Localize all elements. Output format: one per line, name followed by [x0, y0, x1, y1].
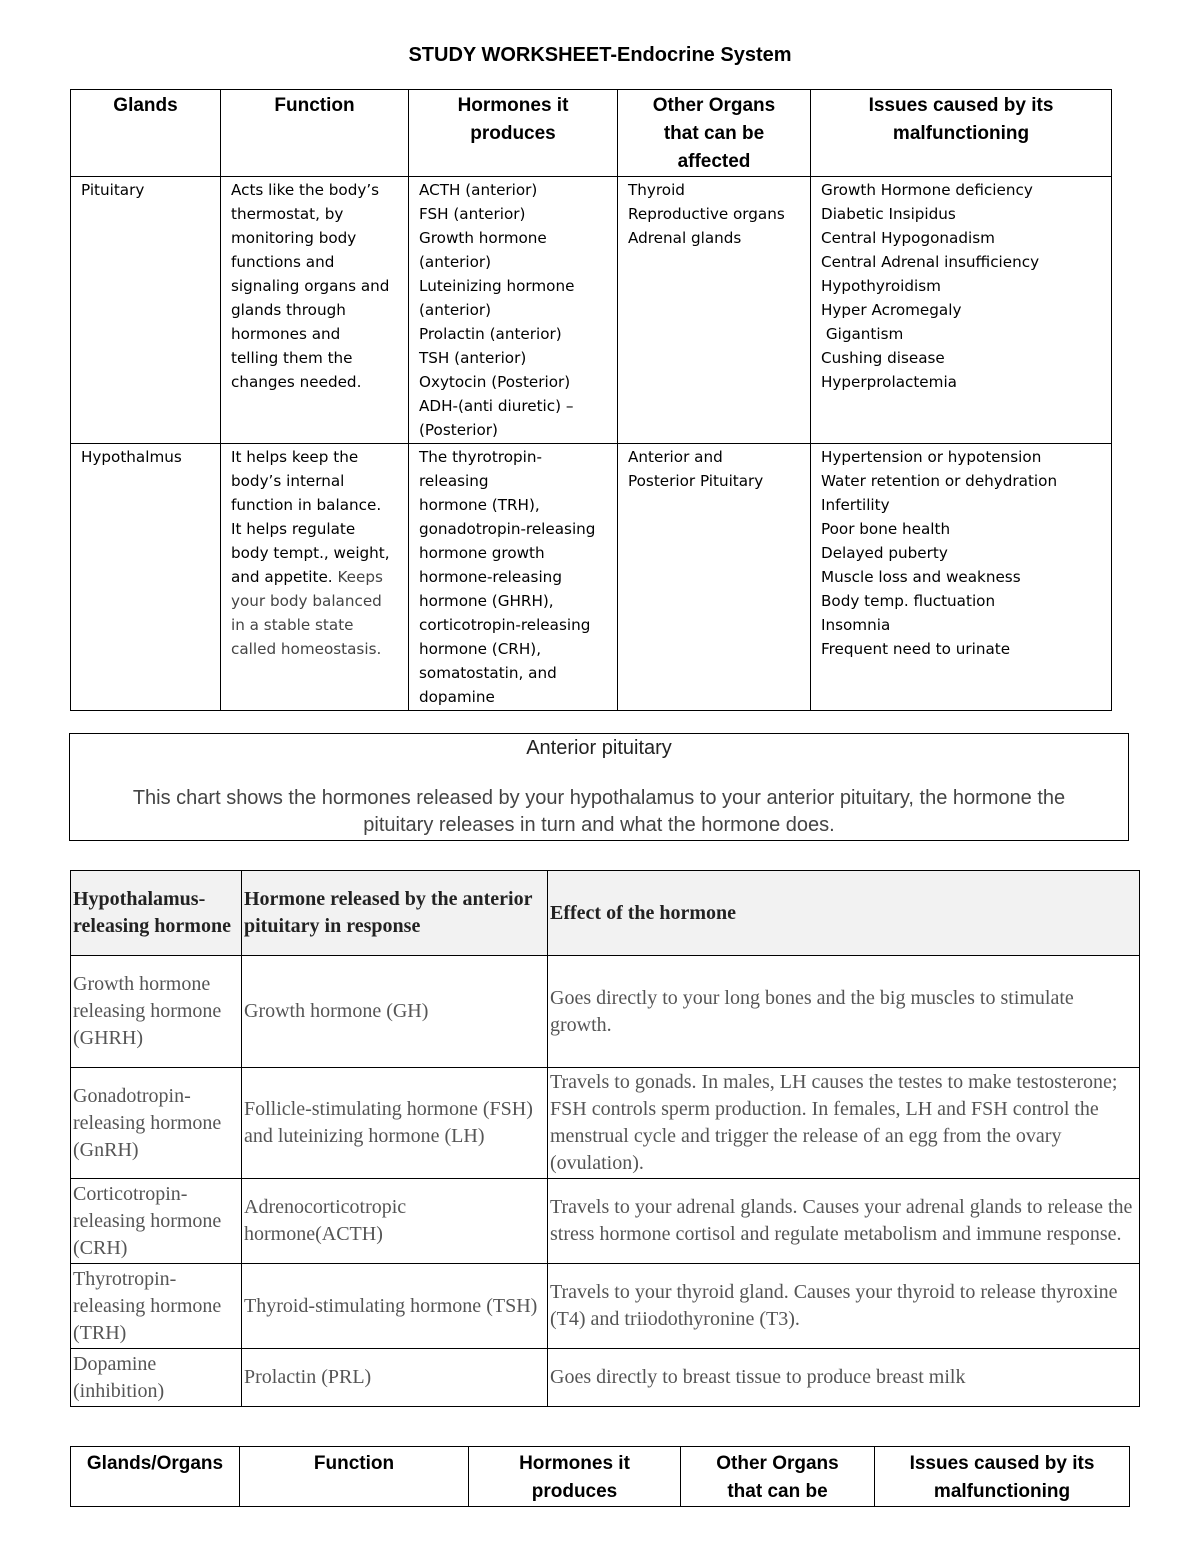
glands-table [70, 89, 1112, 711]
hypothalamus-hormone-cell: Thyrotropin-releasing hormone (TRH) [71, 1264, 242, 1349]
gland-organs-cell: Thyroid Reproductive organs Adrenal glands [618, 177, 811, 444]
header-glands: Glands [71, 90, 221, 177]
gland-function-cell: It helps keep the body’s internal function in balance. It helps regulate body tempt., weight, and appetite. Keeps your body balanced in a stable state called homeostasis. [221, 444, 409, 711]
header-pituitary-hormone: Hormone released by the anterior pituitary in response [242, 871, 548, 956]
table-row [71, 1264, 1140, 1349]
header-hormones: Hormones it produces [469, 1447, 681, 1507]
effect-cell: Goes directly to your long bones and the big muscles to stimulate growth. [548, 956, 1140, 1068]
header-other-organs: Other Organs that can be affected [618, 90, 811, 177]
table-row [71, 956, 1140, 1068]
header-issues: Issues caused by its malfunctioning [811, 90, 1112, 177]
header-hypothalamus-hormone: Hypothalamus-releasing hormone [71, 871, 242, 956]
table-row [71, 1179, 1140, 1264]
pituitary-hormone-cell: Prolactin (PRL) [242, 1349, 548, 1407]
gland-function-cell: Acts like the body’s thermostat, by monitoring body functions and signaling organs and glands through hormones and telling them the changes needed. [221, 177, 409, 444]
header-glands-organs: Glands/Organs [71, 1447, 240, 1507]
glands-table-header-row [71, 90, 1112, 177]
gland-organs-cell: Anterior and Posterior Pituitary [618, 444, 811, 711]
gland-hormones-cell: The thyrotropin- releasing hormone (TRH), gonadotropin-releasing hormone growth hormone-releasing hormone (GHRH), corticotropin-releasing hormone (CRH), somatostatin, and dopamine [409, 444, 618, 711]
effect-cell: Travels to gonads. In males, LH causes the testes to make testosterone; FSH controls sperm production. In females, LH and FSH control the menstrual cycle and trigger the release of an egg from the ovary (ovulation). [548, 1068, 1140, 1179]
hormone-chart-header-row [71, 871, 1140, 956]
header-function: Function [240, 1447, 469, 1507]
hormone-chart-table [70, 870, 1140, 1407]
page-title: STUDY WORKSHEET-Endocrine System [408, 44, 792, 66]
header-other-organs: Other Organs that can be [681, 1447, 875, 1507]
gland-issues-cell: Growth Hormone deficiency Diabetic Insipidus Central Hypogonadism Central Adrenal insufficiency Hypothyroidism Hyper Acromegaly Gigantism Cushing disease Hyperprolactemia [811, 177, 1112, 444]
table-row [71, 177, 1112, 444]
gland-name-cell: Pituitary [71, 177, 221, 444]
hypothalamus-hormone-cell: Corticotropin-releasing hormone (CRH) [71, 1179, 242, 1264]
pituitary-hormone-cell: Adrenocorticotropic hormone(ACTH) [242, 1179, 548, 1264]
gland-hormones-cell: ACTH (anterior) FSH (anterior) Growth hormone (anterior) Luteinizing hormone (anterior) Prolactin (anterior) TSH (anterior) Oxytocin (Posterior) ADH-(anti diuretic) – (Posterior) [409, 177, 618, 444]
anterior-pituitary-heading: Anterior pituitary [526, 737, 672, 759]
pituitary-hormone-cell: Thyroid-stimulating hormone (TSH) [242, 1264, 548, 1349]
hypothalamus-hormone-cell: Gonadotropin-releasing hormone (GnRH) [71, 1068, 242, 1179]
header-hormones: Hormones it produces [409, 90, 618, 177]
table-row [71, 444, 1112, 711]
header-issues: Issues caused by its malfunctioning [875, 1447, 1130, 1507]
gland-issues-cell: Hypertension or hypotension Water retention or dehydration Infertility Poor bone health Delayed puberty Muscle loss and weakness Body temp. fluctuation Insomnia Frequent need to urinate [811, 444, 1112, 711]
organs-table-header-row [71, 1447, 1130, 1507]
header-function: Function [221, 90, 409, 177]
effect-cell: Travels to your thyroid gland. Causes your thyroid to release thyroxine (T4) and triiodothyronine (T3). [548, 1264, 1140, 1349]
header-effect: Effect of the hormone [548, 871, 1140, 956]
table-row [71, 1349, 1140, 1407]
table-row [71, 1068, 1140, 1179]
pituitary-hormone-cell: Follicle-stimulating hormone (FSH) and luteinizing hormone (LH) [242, 1068, 548, 1179]
effect-cell: Goes directly to breast tissue to produce breast milk [548, 1349, 1140, 1407]
anterior-pituitary-box [69, 733, 1129, 841]
organs-table [70, 1446, 1130, 1507]
pituitary-hormone-cell: Growth hormone (GH) [242, 956, 548, 1068]
hypothalamus-hormone-cell: Dopamine (inhibition) [71, 1349, 242, 1407]
hypothalamus-hormone-cell: Growth hormone releasing hormone (GHRH) [71, 956, 242, 1068]
anterior-pituitary-description: This chart shows the hormones released by your hypothalamus to your anterior pituitary, the hormone the pituitary releases in turn and what the hormone does. [132, 787, 1066, 836]
effect-cell: Travels to your adrenal glands. Causes your adrenal glands to release the stress hormone cortisol and regulate metabolism and immune response. [548, 1179, 1140, 1264]
gland-name-cell: Hypothalmus [71, 444, 221, 711]
